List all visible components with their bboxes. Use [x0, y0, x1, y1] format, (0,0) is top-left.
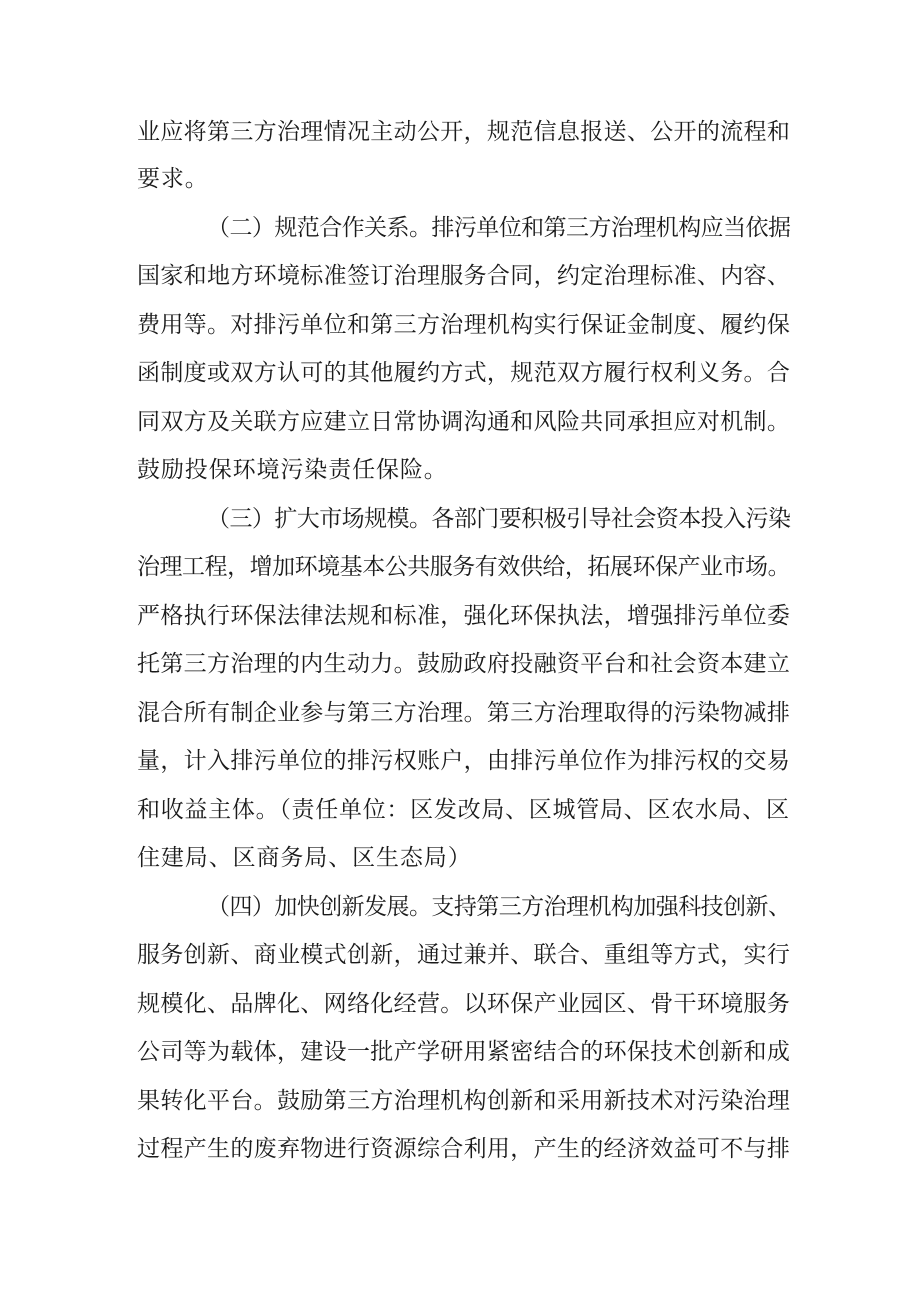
text-line: 治理工程，增加环境基本公共服务有效供给，拓展环保产业市场。: [137, 554, 791, 580]
paragraph-heading-line: （二）规范合作关系。排污单位和第三方治理机构应当依据: [207, 215, 791, 241]
text-line: 费用等。对排污单位和第三方治理机构实行保证金制度、履约保: [137, 312, 791, 338]
paragraph-heading-line: （三）扩大市场规模。各部门要积极引导社会资本投入污染: [207, 506, 791, 532]
text-line: 函制度或双方认可的其他履约方式，规范双方履行权利义务。合: [137, 360, 791, 386]
text-line: 服务创新、商业模式创新，通过兼并、联合、重组等方式，实行: [137, 942, 791, 968]
text-line: 要求。: [137, 166, 209, 192]
text-line: 混合所有制企业参与第三方治理。第三方治理取得的污染物减排: [137, 700, 791, 726]
text-line: 同双方及关联方应建立日常协调沟通和风险共同承担应对机制。: [137, 409, 791, 435]
text-line: 国家和地方环境标准签订治理服务合同，约定治理标准、内容、: [137, 263, 791, 289]
text-line: 鼓励投保环境污染责任保险。: [137, 457, 448, 483]
text-line: 果转化平台。鼓励第三方治理机构创新和采用新技术对污染治理: [137, 1088, 791, 1114]
text-line: 公司等为载体，建设一批产学研用紧密结合的环保技术创新和成: [137, 1039, 791, 1065]
text-line: 规模化、品牌化、网络化经营。以环保产业园区、骨干环境服务: [137, 991, 791, 1017]
text-line: 严格执行环保法律法规和标准，强化环保执法，增强排污单位委: [137, 603, 791, 629]
text-line: 托第三方治理的内生动力。鼓励政府投融资平台和社会资本建立: [137, 651, 791, 677]
text-line: 过程产生的废弃物进行资源综合利用，产生的经济效益可不与排: [137, 1136, 791, 1162]
text-line: 量，计入排污单位的排污权账户，由排污单位作为排污权的交易: [137, 748, 791, 774]
text-line: 住建局、区商务局、区生态局）: [137, 845, 472, 871]
text-line: 业应将第三方治理情况主动公开，规范信息报送、公开的流程和: [137, 119, 791, 145]
text-line: 和收益主体。（责任单位：区发改局、区城管局、区农水局、区: [137, 797, 790, 823]
paragraph-heading-line: （四）加快创新发展。支持第三方治理机构加强科技创新、: [207, 894, 791, 920]
